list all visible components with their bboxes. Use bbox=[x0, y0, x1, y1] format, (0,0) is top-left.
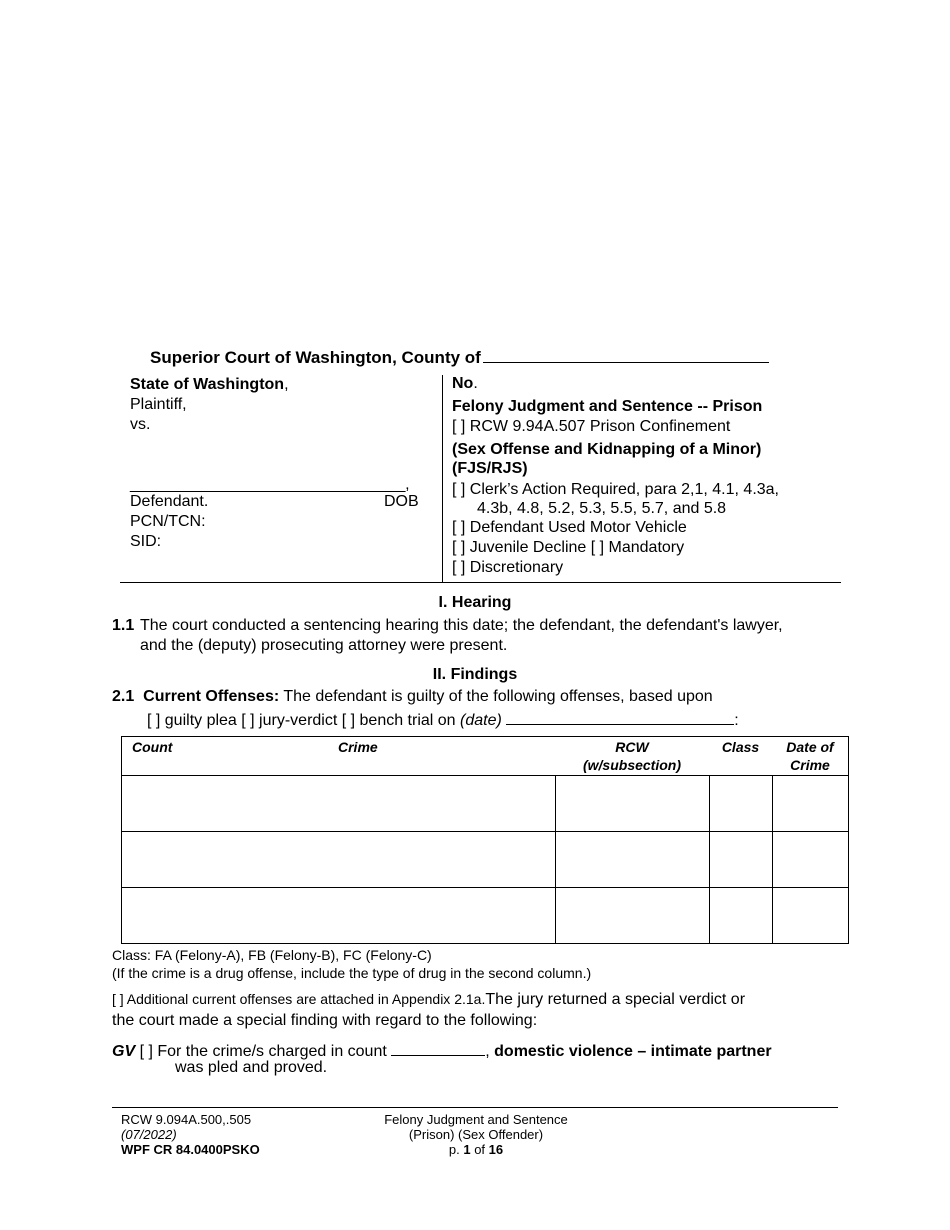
special-verdict-line2: the court made a special finding with regard to the following: bbox=[112, 1012, 538, 1029]
state-label: State of Washington bbox=[130, 376, 285, 393]
section-hearing-heading: I. Hearing bbox=[438, 594, 512, 611]
footer-page bbox=[366, 1142, 586, 1157]
defendant-label: Defendant. bbox=[130, 493, 209, 510]
vs-label: vs. bbox=[130, 416, 151, 433]
para-1-1-line2: and the (deputy) prosecuting attorney were present. bbox=[140, 637, 508, 654]
para-2-1-line2 bbox=[147, 708, 739, 730]
class-note: Class: FA (Felony-A), FB (Felony-B), FC (Felony-C) bbox=[112, 947, 432, 963]
date-label: (date) bbox=[460, 712, 502, 729]
offense-cell-class[interactable] bbox=[709, 888, 772, 944]
footer-of: of bbox=[474, 1142, 486, 1157]
header-class bbox=[709, 737, 772, 776]
caption-divider-horizontal bbox=[120, 582, 841, 583]
offense-row bbox=[122, 832, 849, 888]
header-count bbox=[122, 737, 331, 776]
para-1-1-line1: The court conducted a sentencing hearing this date; the defendant, the defendant's lawyer, bbox=[140, 617, 783, 634]
offense-cell-rcw[interactable] bbox=[555, 776, 709, 832]
header-rcw-line2: (w/subsection) bbox=[582, 757, 681, 773]
case-number bbox=[452, 375, 478, 393]
case-number-label: No bbox=[452, 375, 474, 392]
date-colon: : bbox=[734, 712, 739, 729]
doc-title: Felony Judgment and Sentence -- Prison bbox=[452, 398, 763, 415]
footer-left bbox=[121, 1112, 260, 1157]
additional-offenses-checkbox[interactable]: [ ] Additional current offenses are attached in Appendix 2.1a. bbox=[112, 991, 486, 1007]
footer-page-number: 1 bbox=[463, 1142, 471, 1157]
footer-page-total: 16 bbox=[488, 1142, 504, 1157]
offense-cell-rcw[interactable] bbox=[555, 832, 709, 888]
header-date-line2: Crime bbox=[790, 757, 830, 773]
clerk-action-cont: 4.3b, 4.8, 5.2, 5.3, 5.5, 5.7, and 5.8 bbox=[477, 500, 727, 517]
county-blank[interactable] bbox=[483, 344, 769, 363]
header-date-line1: Date of bbox=[786, 739, 834, 755]
section-findings-heading: II. Findings bbox=[432, 666, 518, 683]
footer-center bbox=[366, 1112, 586, 1157]
para-1-1-number: 1.1 bbox=[112, 617, 135, 634]
offense-cell-crime[interactable] bbox=[122, 776, 556, 832]
offense-cell-crime[interactable] bbox=[122, 832, 556, 888]
drug-note: (If the crime is a drug offense, include the type of drug in the second column.) bbox=[112, 965, 592, 981]
header-date bbox=[772, 737, 849, 776]
offense-table bbox=[121, 736, 849, 944]
footer-page-prefix: p. bbox=[448, 1142, 460, 1157]
motor-vehicle-checkbox[interactable]: [ ] Defendant Used Motor Vehicle bbox=[452, 519, 687, 536]
offense-cell-class[interactable] bbox=[709, 832, 772, 888]
gv-line bbox=[112, 1039, 772, 1061]
footer-title-line2: (Prison) (Sex Offender) bbox=[408, 1127, 544, 1142]
special-verdict-line1: The jury returned a special verdict or bbox=[485, 991, 746, 1008]
para-2-1-text: The defendant is guilty of the following offenses, based upon bbox=[283, 688, 713, 705]
gv-checkbox[interactable]: [ ] For the crime/s charged in count bbox=[139, 1043, 387, 1060]
gv-label: GV bbox=[112, 1043, 136, 1060]
state-suffix: , bbox=[284, 376, 289, 393]
clerk-action-checkbox[interactable]: [ ] Clerk’s Action Required, para 2,1, 4.1, 4.3a, bbox=[452, 481, 779, 498]
juvenile-decline-checkbox[interactable]: [ ] Juvenile Decline [ ] Mandatory bbox=[452, 539, 685, 556]
offense-cell-date[interactable] bbox=[772, 888, 849, 944]
rcw-checkbox[interactable]: [ ] RCW 9.94A.507 Prison Confinement bbox=[452, 418, 731, 435]
gv-domestic-violence: domestic violence – intimate partner bbox=[494, 1043, 772, 1060]
discretionary-checkbox[interactable]: [ ] Discretionary bbox=[452, 559, 564, 576]
defendant-blank[interactable]: ________________________________, bbox=[130, 476, 410, 493]
gv-count-blank[interactable] bbox=[391, 1039, 485, 1056]
caption-left bbox=[130, 375, 289, 435]
offense-cell-class[interactable] bbox=[709, 776, 772, 832]
header-class-text: Class bbox=[721, 739, 760, 755]
header-rcw-line1: RCW bbox=[615, 739, 649, 755]
sid-label: SID: bbox=[130, 533, 162, 550]
court-title-text: Superior Court of Washington, County of bbox=[150, 348, 481, 367]
offense-row bbox=[122, 888, 849, 944]
para-2-1-number: 2.1 bbox=[112, 688, 135, 705]
plea-options[interactable]: [ ] guilty plea [ ] jury-verdict [ ] bench trial on bbox=[147, 712, 456, 729]
header-rcw bbox=[555, 737, 709, 776]
footer-title-line1: Felony Judgment and Sentence bbox=[384, 1112, 568, 1127]
additional-offenses bbox=[112, 991, 745, 1009]
offense-row bbox=[122, 776, 849, 832]
plaintiff-label: Plaintiff, bbox=[130, 396, 187, 413]
case-number-suffix: . bbox=[473, 375, 478, 392]
offense-cell-crime[interactable] bbox=[122, 888, 556, 944]
para-2-1-line1 bbox=[112, 688, 713, 706]
gv-comma: , bbox=[485, 1043, 490, 1060]
gv-line2: was pled and proved. bbox=[175, 1059, 328, 1076]
doc-code: (FJS/RJS) bbox=[452, 460, 528, 477]
header-crime bbox=[330, 737, 555, 776]
header-crime-text: Crime bbox=[338, 739, 378, 755]
court-title bbox=[150, 344, 769, 368]
dob-label: DOB bbox=[384, 493, 419, 510]
caption-divider-vertical bbox=[442, 375, 443, 582]
doc-subtitle: (Sex Offense and Kidnapping of a Minor) bbox=[452, 441, 762, 458]
offense-table-header bbox=[122, 737, 849, 776]
offense-cell-date[interactable] bbox=[772, 776, 849, 832]
footer-divider bbox=[112, 1107, 838, 1108]
offense-cell-date[interactable] bbox=[772, 832, 849, 888]
pcn-label: PCN/TCN: bbox=[130, 513, 206, 530]
footer-rcw: RCW 9.094A.500,.505 bbox=[121, 1112, 252, 1127]
current-offenses-label: Current Offenses: bbox=[143, 688, 280, 705]
offense-cell-rcw[interactable] bbox=[555, 888, 709, 944]
footer-date: (07/2022) bbox=[121, 1127, 177, 1142]
trial-date-blank[interactable] bbox=[506, 708, 734, 725]
footer-form-number: WPF CR 84.0400PSKO bbox=[121, 1142, 260, 1157]
header-count-text: Count bbox=[132, 739, 173, 755]
